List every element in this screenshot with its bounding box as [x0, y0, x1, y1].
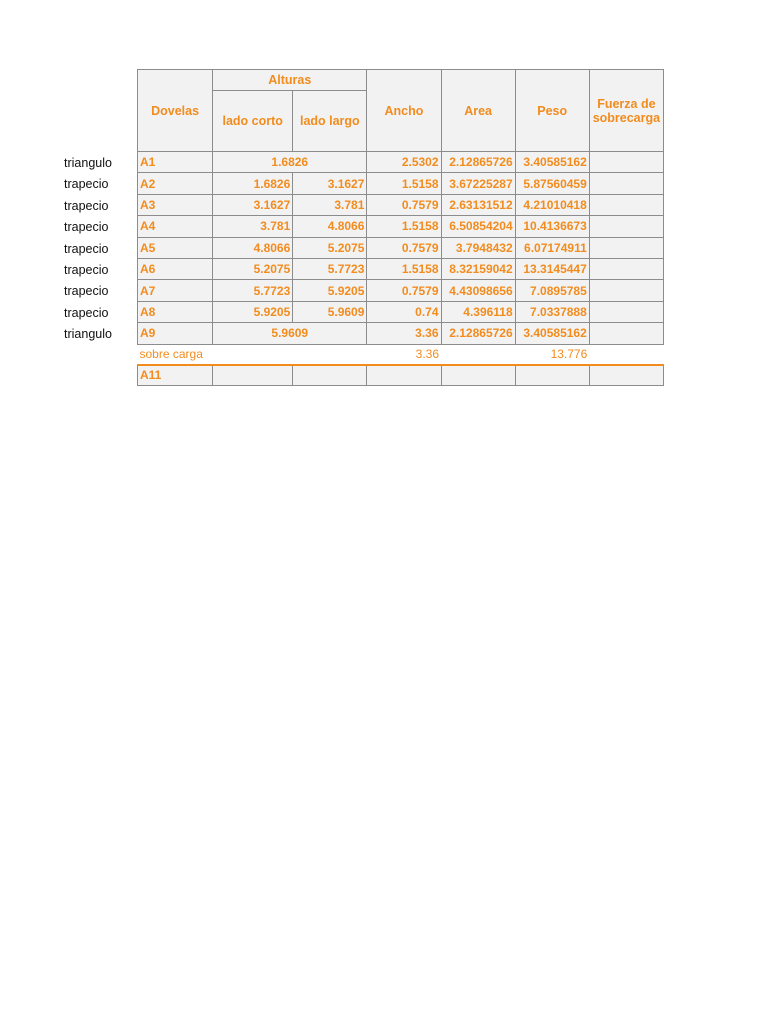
cell-lado-largo[interactable]: 5.9609	[293, 301, 367, 322]
cell-area[interactable]: 4.396118	[441, 301, 515, 322]
shape-label: trapecio	[64, 198, 109, 213]
cell-area[interactable]: 4.43098656	[441, 280, 515, 301]
cell-lado-corto[interactable]: 1.6826	[213, 173, 293, 194]
cell-area[interactable]: 3.67225287	[441, 173, 515, 194]
cell-fuerza[interactable]	[589, 173, 663, 194]
dovelas-table	[137, 69, 664, 386]
cell-empty[interactable]	[441, 365, 515, 386]
sobre-carga-row	[138, 344, 664, 365]
cell-lado-largo[interactable]: 5.7723	[293, 258, 367, 279]
header-lado-corto[interactable]: lado corto	[213, 91, 293, 152]
cell-altura[interactable]: 1.6826	[213, 152, 367, 173]
cell-area[interactable]: 2.12865726	[441, 323, 515, 344]
cell-id[interactable]: A6	[138, 258, 213, 279]
sobre-carga-label[interactable]: sobre carga	[138, 344, 367, 365]
cell-empty[interactable]	[293, 365, 367, 386]
cell-lado-largo[interactable]: 5.2075	[293, 237, 367, 258]
cell-fuerza[interactable]	[589, 194, 663, 215]
cell-area[interactable]: 2.63131512	[441, 194, 515, 215]
cell-fuerza[interactable]	[589, 152, 663, 173]
header-ancho[interactable]: Ancho	[367, 70, 441, 152]
cell-id[interactable]: A2	[138, 173, 213, 194]
cell-ancho[interactable]: 1.5158	[367, 216, 441, 237]
sobre-carga-ancho[interactable]: 3.36	[367, 344, 441, 365]
cell-lado-largo[interactable]: 3.1627	[293, 173, 367, 194]
cell-lado-largo[interactable]: 4.8066	[293, 216, 367, 237]
cell-peso[interactable]: 6.07174911	[515, 237, 589, 258]
cell-ancho[interactable]: 1.5158	[367, 173, 441, 194]
header-peso[interactable]: Peso	[515, 70, 589, 152]
cell-ancho[interactable]: 3.36	[367, 323, 441, 344]
cell-fuerza[interactable]	[589, 301, 663, 322]
table-row	[138, 237, 664, 258]
cell-peso[interactable]: 7.0337888	[515, 301, 589, 322]
cell-lado-largo[interactable]: 5.9205	[293, 280, 367, 301]
cell-ancho[interactable]: 0.7579	[367, 194, 441, 215]
cell-lado-corto[interactable]: 5.7723	[213, 280, 293, 301]
header-area[interactable]: Area	[441, 70, 515, 152]
cell-area[interactable]: 3.7948432	[441, 237, 515, 258]
cell-ancho[interactable]: 1.5158	[367, 258, 441, 279]
header-dovelas[interactable]: Dovelas	[138, 70, 213, 152]
cell-fuerza[interactable]	[589, 237, 663, 258]
shape-label: triangulo	[64, 327, 112, 342]
table-row	[138, 194, 664, 215]
cell-lado-largo[interactable]: 3.781	[293, 194, 367, 215]
header-row-top	[138, 70, 664, 91]
cell-empty[interactable]	[213, 365, 293, 386]
table-row	[138, 173, 664, 194]
cell-id[interactable]: A11	[138, 365, 213, 386]
table-row	[138, 323, 664, 344]
cell-fuerza[interactable]	[589, 323, 663, 344]
cell-peso[interactable]: 4.21010418	[515, 194, 589, 215]
shape-label: trapecio	[64, 284, 109, 299]
shape-label: trapecio	[64, 305, 109, 320]
table-row	[138, 152, 664, 173]
cell-empty[interactable]	[589, 365, 663, 386]
cell-lado-corto[interactable]: 4.8066	[213, 237, 293, 258]
cell-id[interactable]: A7	[138, 280, 213, 301]
shape-label: trapecio	[64, 241, 109, 256]
header-alturas[interactable]: Alturas	[213, 70, 367, 91]
cell-peso[interactable]: 10.4136673	[515, 216, 589, 237]
cell-lado-corto[interactable]: 3.781	[213, 216, 293, 237]
cell-area[interactable]: 2.12865726	[441, 152, 515, 173]
table-row	[138, 365, 664, 386]
cell-id[interactable]: A4	[138, 216, 213, 237]
cell-id[interactable]: A3	[138, 194, 213, 215]
cell-lado-corto[interactable]: 3.1627	[213, 194, 293, 215]
sobre-carga-peso[interactable]: 13.776	[515, 344, 589, 365]
cell-fuerza[interactable]	[589, 280, 663, 301]
cell-id[interactable]: A1	[138, 152, 213, 173]
table-row	[138, 216, 664, 237]
table-row	[138, 280, 664, 301]
cell-id[interactable]: A8	[138, 301, 213, 322]
cell-area[interactable]: 8.32159042	[441, 258, 515, 279]
cell-peso[interactable]: 13.3145447	[515, 258, 589, 279]
cell-ancho[interactable]: 0.74	[367, 301, 441, 322]
shape-labels-column	[64, 153, 138, 346]
cell-id[interactable]: A9	[138, 323, 213, 344]
cell-fuerza[interactable]	[589, 258, 663, 279]
cell-area[interactable]: 6.50854204	[441, 216, 515, 237]
shape-label: trapecio	[64, 262, 109, 277]
cell-fuerza[interactable]	[589, 216, 663, 237]
table-row	[138, 301, 664, 322]
table-row	[138, 258, 664, 279]
cell-altura[interactable]: 5.9609	[213, 323, 367, 344]
cell-id[interactable]: A5	[138, 237, 213, 258]
cell-peso[interactable]: 7.0895785	[515, 280, 589, 301]
shape-label: trapecio	[64, 177, 109, 192]
cell-ancho[interactable]: 0.7579	[367, 237, 441, 258]
cell-lado-corto[interactable]: 5.9205	[213, 301, 293, 322]
cell-lado-corto[interactable]: 5.2075	[213, 258, 293, 279]
sobre-carga-area[interactable]	[441, 344, 515, 365]
sobre-carga-fuerza[interactable]	[589, 344, 663, 365]
cell-ancho[interactable]: 0.7579	[367, 280, 441, 301]
shape-label: triangulo	[64, 156, 112, 170]
cell-empty[interactable]	[515, 365, 589, 386]
header-fuerza-sobrecarga[interactable]: Fuerza de sobrecarga	[589, 70, 663, 152]
shape-label: trapecio	[64, 220, 109, 235]
cell-peso[interactable]: 3.40585162	[515, 323, 589, 344]
cell-empty[interactable]	[367, 365, 441, 386]
cell-peso[interactable]: 3.40585162	[515, 152, 589, 173]
cell-peso[interactable]: 5.87560459	[515, 173, 589, 194]
cell-ancho[interactable]: 2.5302	[367, 152, 441, 173]
header-lado-largo[interactable]: lado largo	[293, 91, 367, 152]
